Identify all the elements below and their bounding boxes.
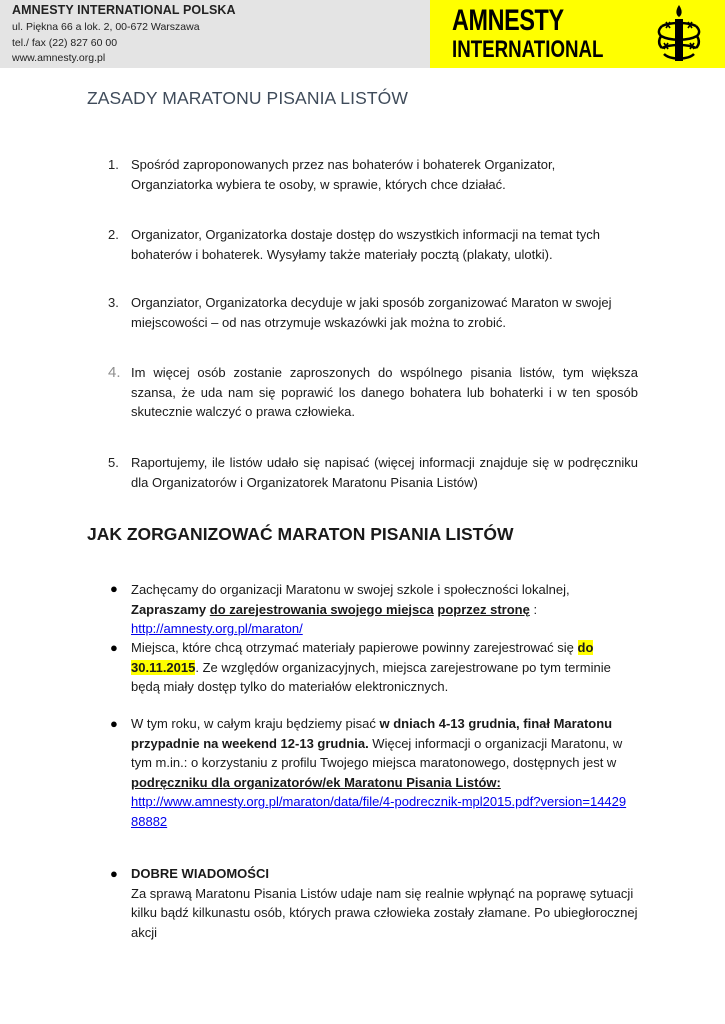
bold-underlined-text: podręczniku dla organizatorów/ek Maratonu Pisania Listów: xyxy=(131,774,501,790)
highlighted-date: do xyxy=(577,640,594,655)
website: www.amnesty.org.pl xyxy=(12,52,106,64)
text: Miejsca, które chcą otrzymać materiały papierowe powinny zarejestrować się xyxy=(131,640,578,655)
list-number: 3. xyxy=(108,295,119,310)
logo-text-international: INTERNATIONAL xyxy=(452,36,604,63)
bullet-icon: ● xyxy=(110,640,118,655)
list-number: 5. xyxy=(108,455,119,470)
org-name: AMNESTY INTERNATIONAL POLSKA xyxy=(12,3,236,17)
bullet-icon: ● xyxy=(110,866,118,881)
bold-heading: DOBRE WIADOMOŚCI xyxy=(131,866,269,881)
candle-barbed-wire-icon xyxy=(656,2,702,66)
phone: tel./ fax (22) 827 60 00 xyxy=(12,37,118,49)
bullet-icon: ● xyxy=(110,716,118,731)
text: Więcej informacji o organizacji Maratonu, w tym m.in.: o korzystaniu z profilu Twojego miejsca maratonowego, dostępnych jest w xyxy=(131,735,623,770)
list-item: Im więcej osób zostanie zaproszonych do wspólnego pisania listów, tym większa szansa, że uda nam się poprawić los danego bohatera lub bohaterki i w ten sposób skutecznie walczyć o prawa człowieka. xyxy=(131,365,638,419)
text: Zachęcamy do organizacji Maratonu w swojej szkole i społeczności lokalnej, xyxy=(131,582,570,597)
list-item: Spośród zaproponowanych przez nas bohaterów i bohaterek Organizator, Organziatorka wybiera te osoby, w sprawie, których chce działać. xyxy=(131,157,556,192)
highlighted-date: 30.11.2015 xyxy=(131,659,196,675)
bullet-icon: ● xyxy=(110,581,118,596)
handbook-pdf-link[interactable]: http://www.amnesty.org.pl/maraton/data/file/4-podrecznik-mpl2015.pdf?version=1442988882 xyxy=(131,794,627,829)
bullet-item-deadline xyxy=(131,638,631,697)
bullet-item-register xyxy=(131,580,646,639)
section-title-rules: ZASADY MARATONU PISANIA LISTÓW xyxy=(87,88,408,108)
bullet-item-dates xyxy=(131,714,631,831)
amnesty-logo xyxy=(430,0,725,68)
bold-underlined-text: poprzez stronę xyxy=(437,601,530,617)
bold-underlined-text: do zarejestrowania swojego miejsca xyxy=(209,601,434,617)
text: : xyxy=(529,601,538,617)
bold-text: w dniach 4-13 grudnia, finał Maratonu przypadnie na weekend 12-13 grudnia. xyxy=(131,716,613,751)
logo-text-amnesty: AMNESTY xyxy=(452,4,564,37)
list-number: 2. xyxy=(108,227,119,242)
list-item: Organziator, Organizatorka decyduje w jaki sposób zorganizować Maraton w swojej miejscowości – od nas otrzymuje wskazówki jak można to zrobić. xyxy=(131,295,612,330)
list-item: Raportujemy, ile listów udało się napisać (więcej informacji znajduje się w podręczniku dla Organizatorów i Organizatorek Maratonu Pisania Listów) xyxy=(131,455,638,490)
list-number: 4. xyxy=(108,364,121,381)
list-item: Organizator, Organizatorka dostaje dostęp do wszystkich informacji na temat tych bohaterów i bohaterek. Wysyłamy także materiały pocztą (plakaty, ulotki). xyxy=(131,227,600,262)
maraton-link[interactable]: http://amnesty.org.pl/maraton/ xyxy=(131,621,303,636)
address: ul. Piękna 66 a lok. 2, 00-672 Warszawa xyxy=(12,21,200,33)
list-number: 1. xyxy=(108,157,119,172)
bold-text: Zapraszamy xyxy=(131,601,210,617)
bullet-item-good-news xyxy=(131,864,641,942)
address-block xyxy=(0,0,430,68)
section-title-how-to: JAK ZORGANIZOWAĆ MARATON PISANIA LISTÓW xyxy=(87,524,514,544)
text: . Ze względów organizacyjnych, miejsca zarejestrowane po tym terminie będą miały dostęp tylko do materiałów elektronicznych. xyxy=(131,659,611,694)
text: Za sprawą Maratonu Pisania Listów udaje nam się realnie wpłynąć na poprawę sytuacji kilku bądź kilkunastu osób, których prawa człowieka zostały złamane. Po ubiegłorocznej akcji xyxy=(131,885,638,940)
text: W tym roku, w całym kraju będziemy pisać xyxy=(131,716,380,731)
letterhead xyxy=(0,0,725,68)
